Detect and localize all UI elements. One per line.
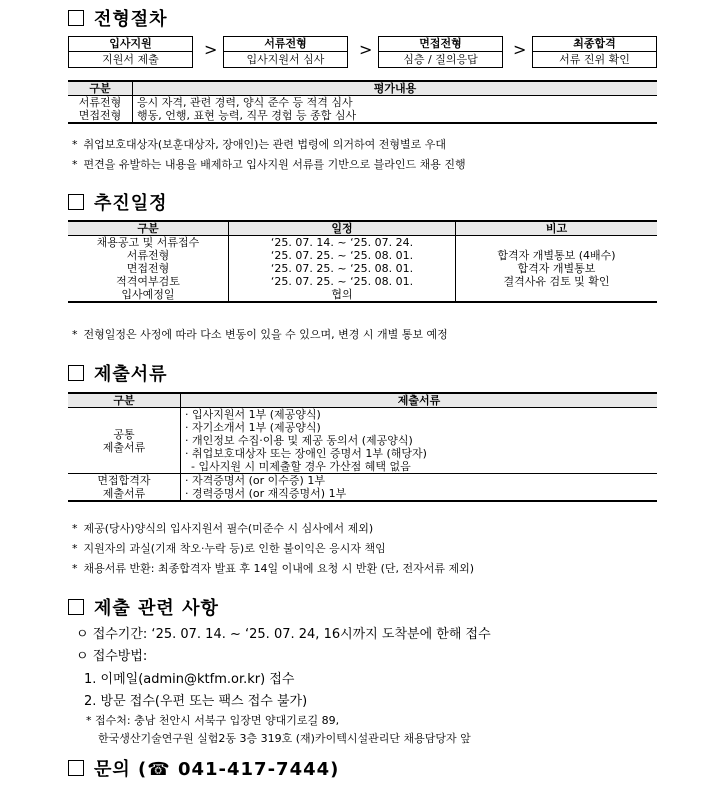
checkbox-icon (68, 599, 84, 615)
table-row: 적격여부검토 ‘25. 07. 25. ~ ‘25. 08. 01. 결격사유 검토 및 확인 (68, 275, 657, 288)
table-row: 공통 제출서류 · 입사지원서 1부 (제공양식) · 자기소개서 1부 (제공양식) · 개인정보 수집·이용 및 제공 동의서 (제공양식) · 취업보호대상자 또는 장애인 증명서 1부 (해당자) - 입사지원 시 미제출할 경우 가산점 혜택 없음 (68, 408, 657, 474)
note: * 취업보호대상자(보훈대상자, 장애인)는 관련 법령에 의거하여 전형별로 우대 (72, 138, 446, 151)
schedule-table: 구분 일정 비고 채용공고 및 서류접수 ‘25. 07. 14. ~ ‘25. 07. 24. 서류전형 ‘25. 07. 25. ~ ‘25. 08. 01. 합격자 개별통보 (4배수) 면접전형 ‘25. 07. 25. ~ ‘25. 08. 01. 합격자 개별통보 적격여부검토 ‘25. 07. 25. ~ ‘25. 08. 01. 결격사유 검토 및 확인 입사예정일 협의 (68, 220, 657, 303)
section-title-documents: 제출서류 (68, 360, 168, 386)
submission-method: ㅇ 접수방법: (76, 649, 148, 664)
chevron-right-icon: > (513, 40, 527, 59)
chevron-right-icon: > (204, 40, 218, 59)
checkbox-icon (68, 365, 84, 381)
table-row: 채용공고 및 서류접수 ‘25. 07. 14. ~ ‘25. 07. 24. (68, 236, 657, 250)
chevron-right-icon: > (359, 40, 373, 59)
table-row: 면접전형 ‘25. 07. 25. ~ ‘25. 08. 01. 합격자 개별통보 (68, 262, 657, 275)
note: * 제공(당사)양식의 입사지원서 필수(미준수 시 심사에서 제외) (72, 522, 374, 535)
process-flow (68, 36, 655, 68)
table-row: 면접합격자 제출서류 · 자격증명서 (or 이수증) 1부 · 경력증명서 (or 재직증명서) 1부 (68, 474, 657, 502)
flow-step-interview: 면접전형 심층 / 질의응답 (378, 36, 503, 68)
section-title-schedule: 추진일정 (68, 189, 168, 215)
section-title-contact: 문의 (☎ 041-417-7444) (68, 755, 339, 781)
evaluation-table: 구분 평가내용 서류전형 응시 자격, 관련 경력, 양식 준수 등 적격 심사 면접전형 행동, 언행, 표현 능력, 직무 경험 등 종합 심사 (68, 80, 657, 124)
table-row: 면접전형 행동, 언행, 표현 능력, 직무 경험 등 종합 심사 (68, 109, 657, 123)
flow-step-apply: 입사지원 지원서 제출 (68, 36, 193, 68)
table-row: 서류전형 ‘25. 07. 25. ~ ‘25. 08. 01. 합격자 개별통보 (4배수) (68, 249, 657, 262)
checkbox-icon (68, 194, 84, 210)
submission-address: * 접수처: 충남 천안시 서북구 입장면 양대기로길 89, (86, 714, 340, 727)
flow-step-document: 서류전형 입사지원서 심사 (223, 36, 348, 68)
method-email: 1. 이메일(admin@ktfm.or.kr) 접수 (84, 672, 295, 687)
note: * 채용서류 반환: 최종합격자 발표 후 14일 이내에 요청 시 반환 (단, 전자서류 제외) (72, 562, 475, 575)
section-title-submission: 제출 관련 사항 (68, 594, 219, 620)
documents-table: 구분 제출서류 공통 제출서류 · 입사지원서 1부 (제공양식) · 자기소개서 1부 (제공양식) · 개인정보 수집·이용 및 제공 동의서 (제공양식) · 취업보호대상자 또는 장애인 증명서 1부 (해당자) - 입사지원 시 미제출할 경우 가산점 혜택 없음 면접합격자 제출서류 · 자격증명서 (or 이수증) 1부 · 경력증명서 (or 재직증명서) 1부 (68, 392, 657, 502)
section-title-process: 전형절차 (68, 5, 168, 31)
submission-period: ㅇ 접수기간: ‘25. 07. 14. ~ ‘25. 07. 24, 16시까지 도착분에 한해 접수 (76, 627, 491, 642)
note: * 전형일정은 사정에 따라 다소 변동이 있을 수 있으며, 변경 시 개별 통보 예정 (72, 328, 448, 341)
table-row: 입사예정일 협의 (68, 288, 657, 302)
note: * 지원자의 과실(기재 착오·누락 등)로 인한 불이익은 응시자 책임 (72, 542, 386, 555)
flow-step-final: 최종합격 서류 진위 확인 (532, 36, 657, 68)
table-row: 서류전형 응시 자격, 관련 경력, 양식 준수 등 적격 심사 (68, 96, 657, 110)
checkbox-icon (68, 10, 84, 26)
method-visit: 2. 방문 접수(우편 또는 팩스 접수 불가) (84, 694, 308, 709)
note: * 편견을 유발하는 내용을 배제하고 입사지원 서류를 기반으로 블라인드 채용 진행 (72, 158, 466, 171)
submission-address-line2: 한국생산기술연구원 실험2동 3층 319호 (재)카이텍시설관리단 채용담당자 앞 (98, 732, 471, 745)
checkbox-icon (68, 760, 84, 776)
